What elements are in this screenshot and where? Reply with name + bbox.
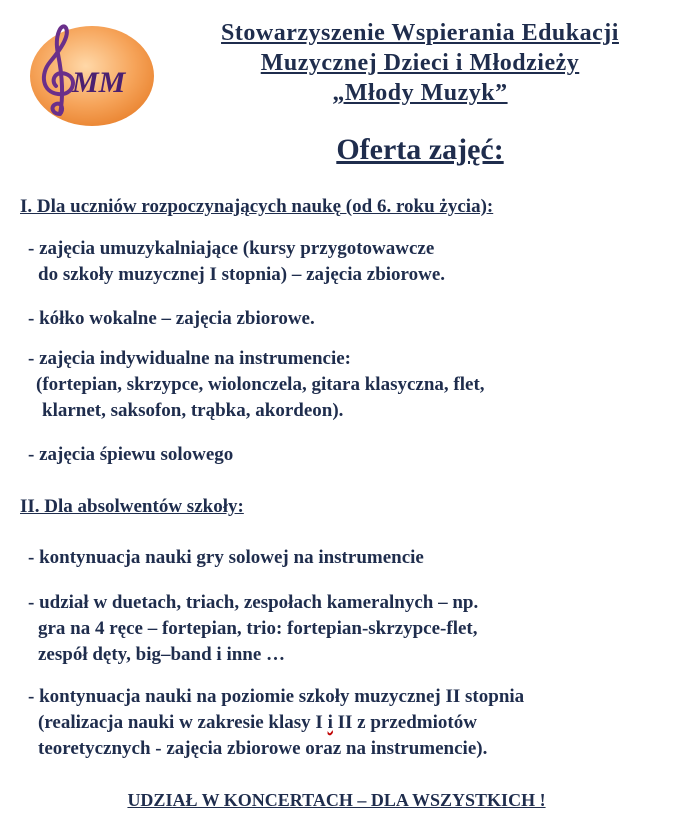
item-line: - kontynuacja nauki na poziomie szkoły muzycznej II stopnia <box>28 686 525 707</box>
header-line-2: Muzycznej Dzieci i Młodzieży <box>260 50 580 76</box>
item-line-part: (realizacja nauki w zakresie klasy I <box>38 712 328 733</box>
item-line: - zajęcia indywidualne na instrumencie: <box>28 348 351 369</box>
section-1-item-2 <box>28 306 315 332</box>
item-line: (fortepian, skrzypce, wiolonczela, gitara klasyczna, flet, <box>36 374 485 395</box>
item-line-part: II z przedmiotów <box>332 712 477 733</box>
footer-concerts: UDZIAŁ W KONCERTACH – DLA WSZYSTKICH ! <box>127 790 546 810</box>
section-1-item-3 <box>28 346 485 424</box>
section-2-item-2 <box>28 590 478 668</box>
item-line: klarnet, saksofon, trąbka, akordeon). <box>42 400 344 421</box>
organization-name <box>175 18 665 108</box>
item-line: teoretycznych - zajęcia zbiorowe oraz na instrumencie). <box>38 738 488 759</box>
item-line: zespół dęty, big–band i inne … <box>38 644 286 665</box>
logo-letters: MM <box>72 66 126 99</box>
section-1-heading: I. Dla uczniów rozpoczynających naukę (od 6. roku życia): <box>20 196 494 217</box>
header-line-3: „Młody Muzyk” <box>332 80 508 106</box>
section-1-item-4 <box>28 442 233 468</box>
item-line: - udział w duetach, triach, zespołach kameralnych – np. <box>28 592 479 613</box>
item-line: - kontynuacja nauki gry solowej na instrumencie <box>28 547 424 568</box>
item-line <box>28 710 524 736</box>
item-line: - zajęcia umuzykalniające (kursy przygotowawcze <box>28 238 435 259</box>
section-1-item-1 <box>28 236 445 288</box>
section-2-item-3 <box>28 684 524 762</box>
section-2-item-1 <box>28 545 424 571</box>
offer-title: Oferta zajęć: <box>336 133 504 166</box>
item-line: do szkoły muzycznej I stopnia) – zajęcia zbiorowe. <box>38 264 446 285</box>
header-line-1: Stowarzyszenie Wspierania Edukacji <box>221 20 619 46</box>
section-2-heading: II. Dla absolwentów szkoły: <box>20 496 244 517</box>
item-line: - kółko wokalne – zajęcia zbiorowe. <box>28 308 315 329</box>
item-line: gra na 4 ręce – fortepian, trio: fortepian-skrzypce-flet, <box>38 618 478 639</box>
logo <box>20 14 160 130</box>
item-line: - zajęcia śpiewu solowego <box>28 444 234 465</box>
spellcheck-word: i <box>327 712 333 733</box>
